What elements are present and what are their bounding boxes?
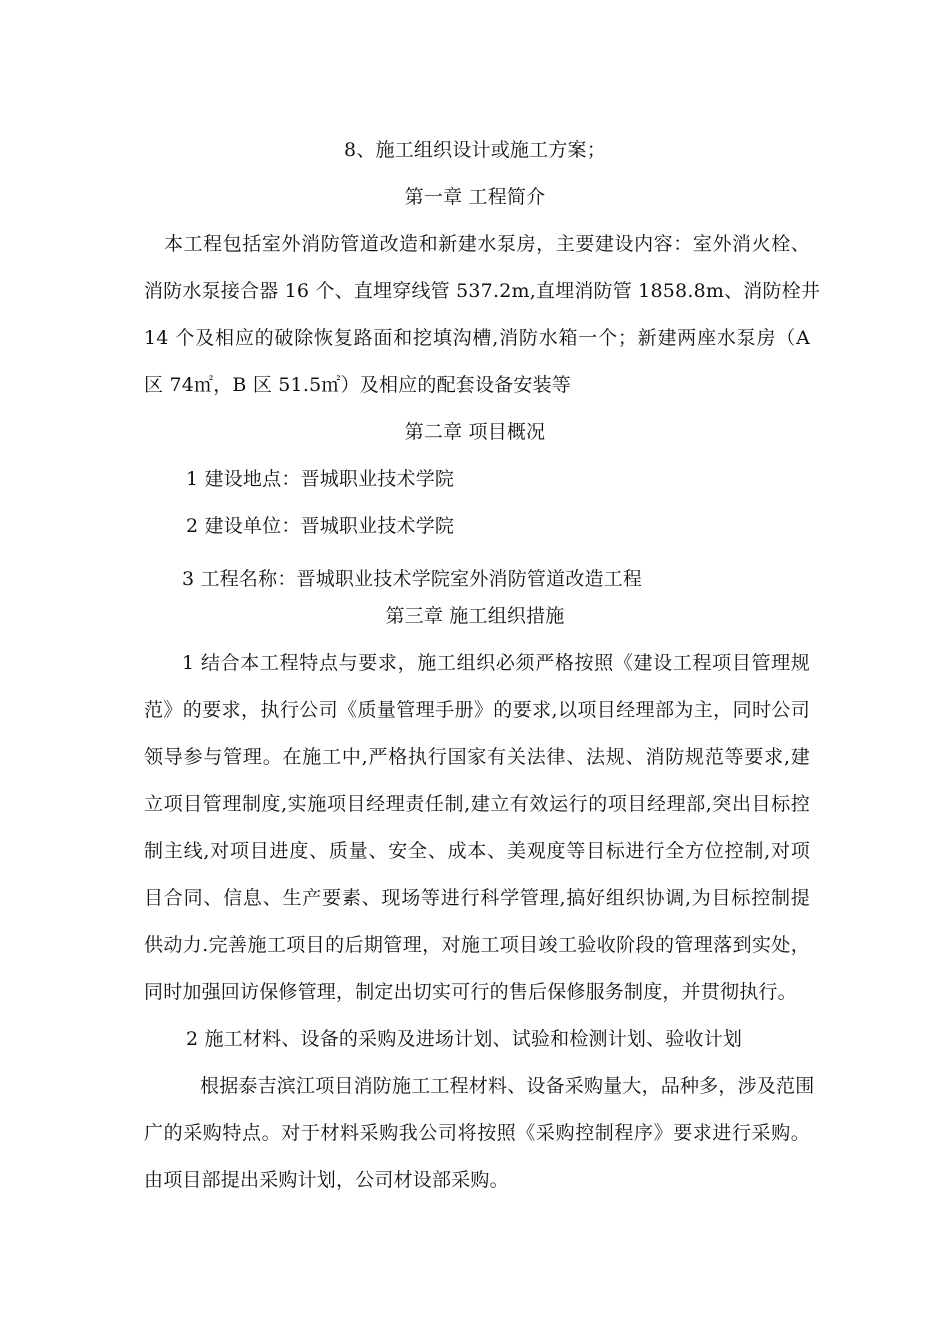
ch3-p2-title: 2 施工材料、设备的采购及进场计划、试验和检测计划、验收计划	[186, 1028, 743, 1050]
ch1-line-2: 消防水泵接合器 16 个、直埋穿线管 537.2m,直埋消防管 1858.8m、消防栓井	[144, 280, 821, 302]
ch2-item-project-name: 3 工程名称：晋城职业技术学院室外消防管道改造工程	[182, 568, 643, 590]
chapter-1-title: 第一章 工程简介	[404, 186, 546, 208]
ch3-p1-line-1: 1 结合本工程特点与要求，施工组织必须严格按照《建设工程项目管理规	[182, 652, 810, 674]
ch2-item-location: 1 建设地点：晋城职业技术学院	[186, 468, 455, 490]
ch1-line-3: 14 个及相应的破除恢复路面和挖填沟槽,消防水箱一个；新建两座水泵房（A	[144, 327, 810, 349]
ch3-p2-line-3: 由项目部提出采购计划，公司材设部采购。	[144, 1169, 509, 1191]
chapter-2-title: 第二章 项目概况	[404, 421, 546, 443]
ch3-p1-line-2: 范》的要求，执行公司《质量管理手册》的要求,以项目经理部为主，同时公司	[144, 699, 810, 721]
ch3-p2-line-1: 根据泰吉滨江项目消防施工工程材料、设备采购量大，品种多，涉及范围	[200, 1075, 815, 1097]
ch2-item-unit: 2 建设单位：晋城职业技术学院	[186, 515, 455, 537]
ch3-p1-line-7: 供动力.完善施工项目的后期管理，对施工项目竣工验收阶段的管理落到实处，	[144, 934, 810, 956]
ch3-p1-line-4: 立项目管理制度,实施项目经理责任制,建立有效运行的项目经理部,突出目标控	[144, 793, 810, 815]
ch1-line-1: 本工程包括室外消防管道改造和新建水泵房，主要建设内容：室外消火栓、	[164, 233, 810, 255]
chapter-3-title: 第三章 施工组织措施	[385, 605, 565, 627]
ch3-p1-line-8: 同时加强回访保修管理，制定出切实可行的售后保修服务制度，并贯彻执行。	[144, 981, 797, 1003]
ch3-p1-line-6: 目合同、信息、生产要素、现场等进行科学管理,搞好组织协调,为目标控制提	[144, 887, 810, 909]
ch3-p2-line-2: 广的采购特点。对于材料采购我公司将按照《采购控制程序》要求进行采购。	[144, 1122, 810, 1144]
document-heading: 8、施工组织设计或施工方案；	[344, 139, 606, 161]
ch3-p1-line-3: 领导参与管理。在施工中,严格执行国家有关法律、法规、消防规范等要求,建	[144, 746, 810, 768]
ch1-line-4: 区 74㎡，B 区 51.5㎡）及相应的配套设备安装等	[144, 374, 571, 396]
ch3-p1-line-5: 制主线,对项目进度、质量、安全、成本、美观度等目标进行全方位控制,对项	[144, 840, 810, 862]
